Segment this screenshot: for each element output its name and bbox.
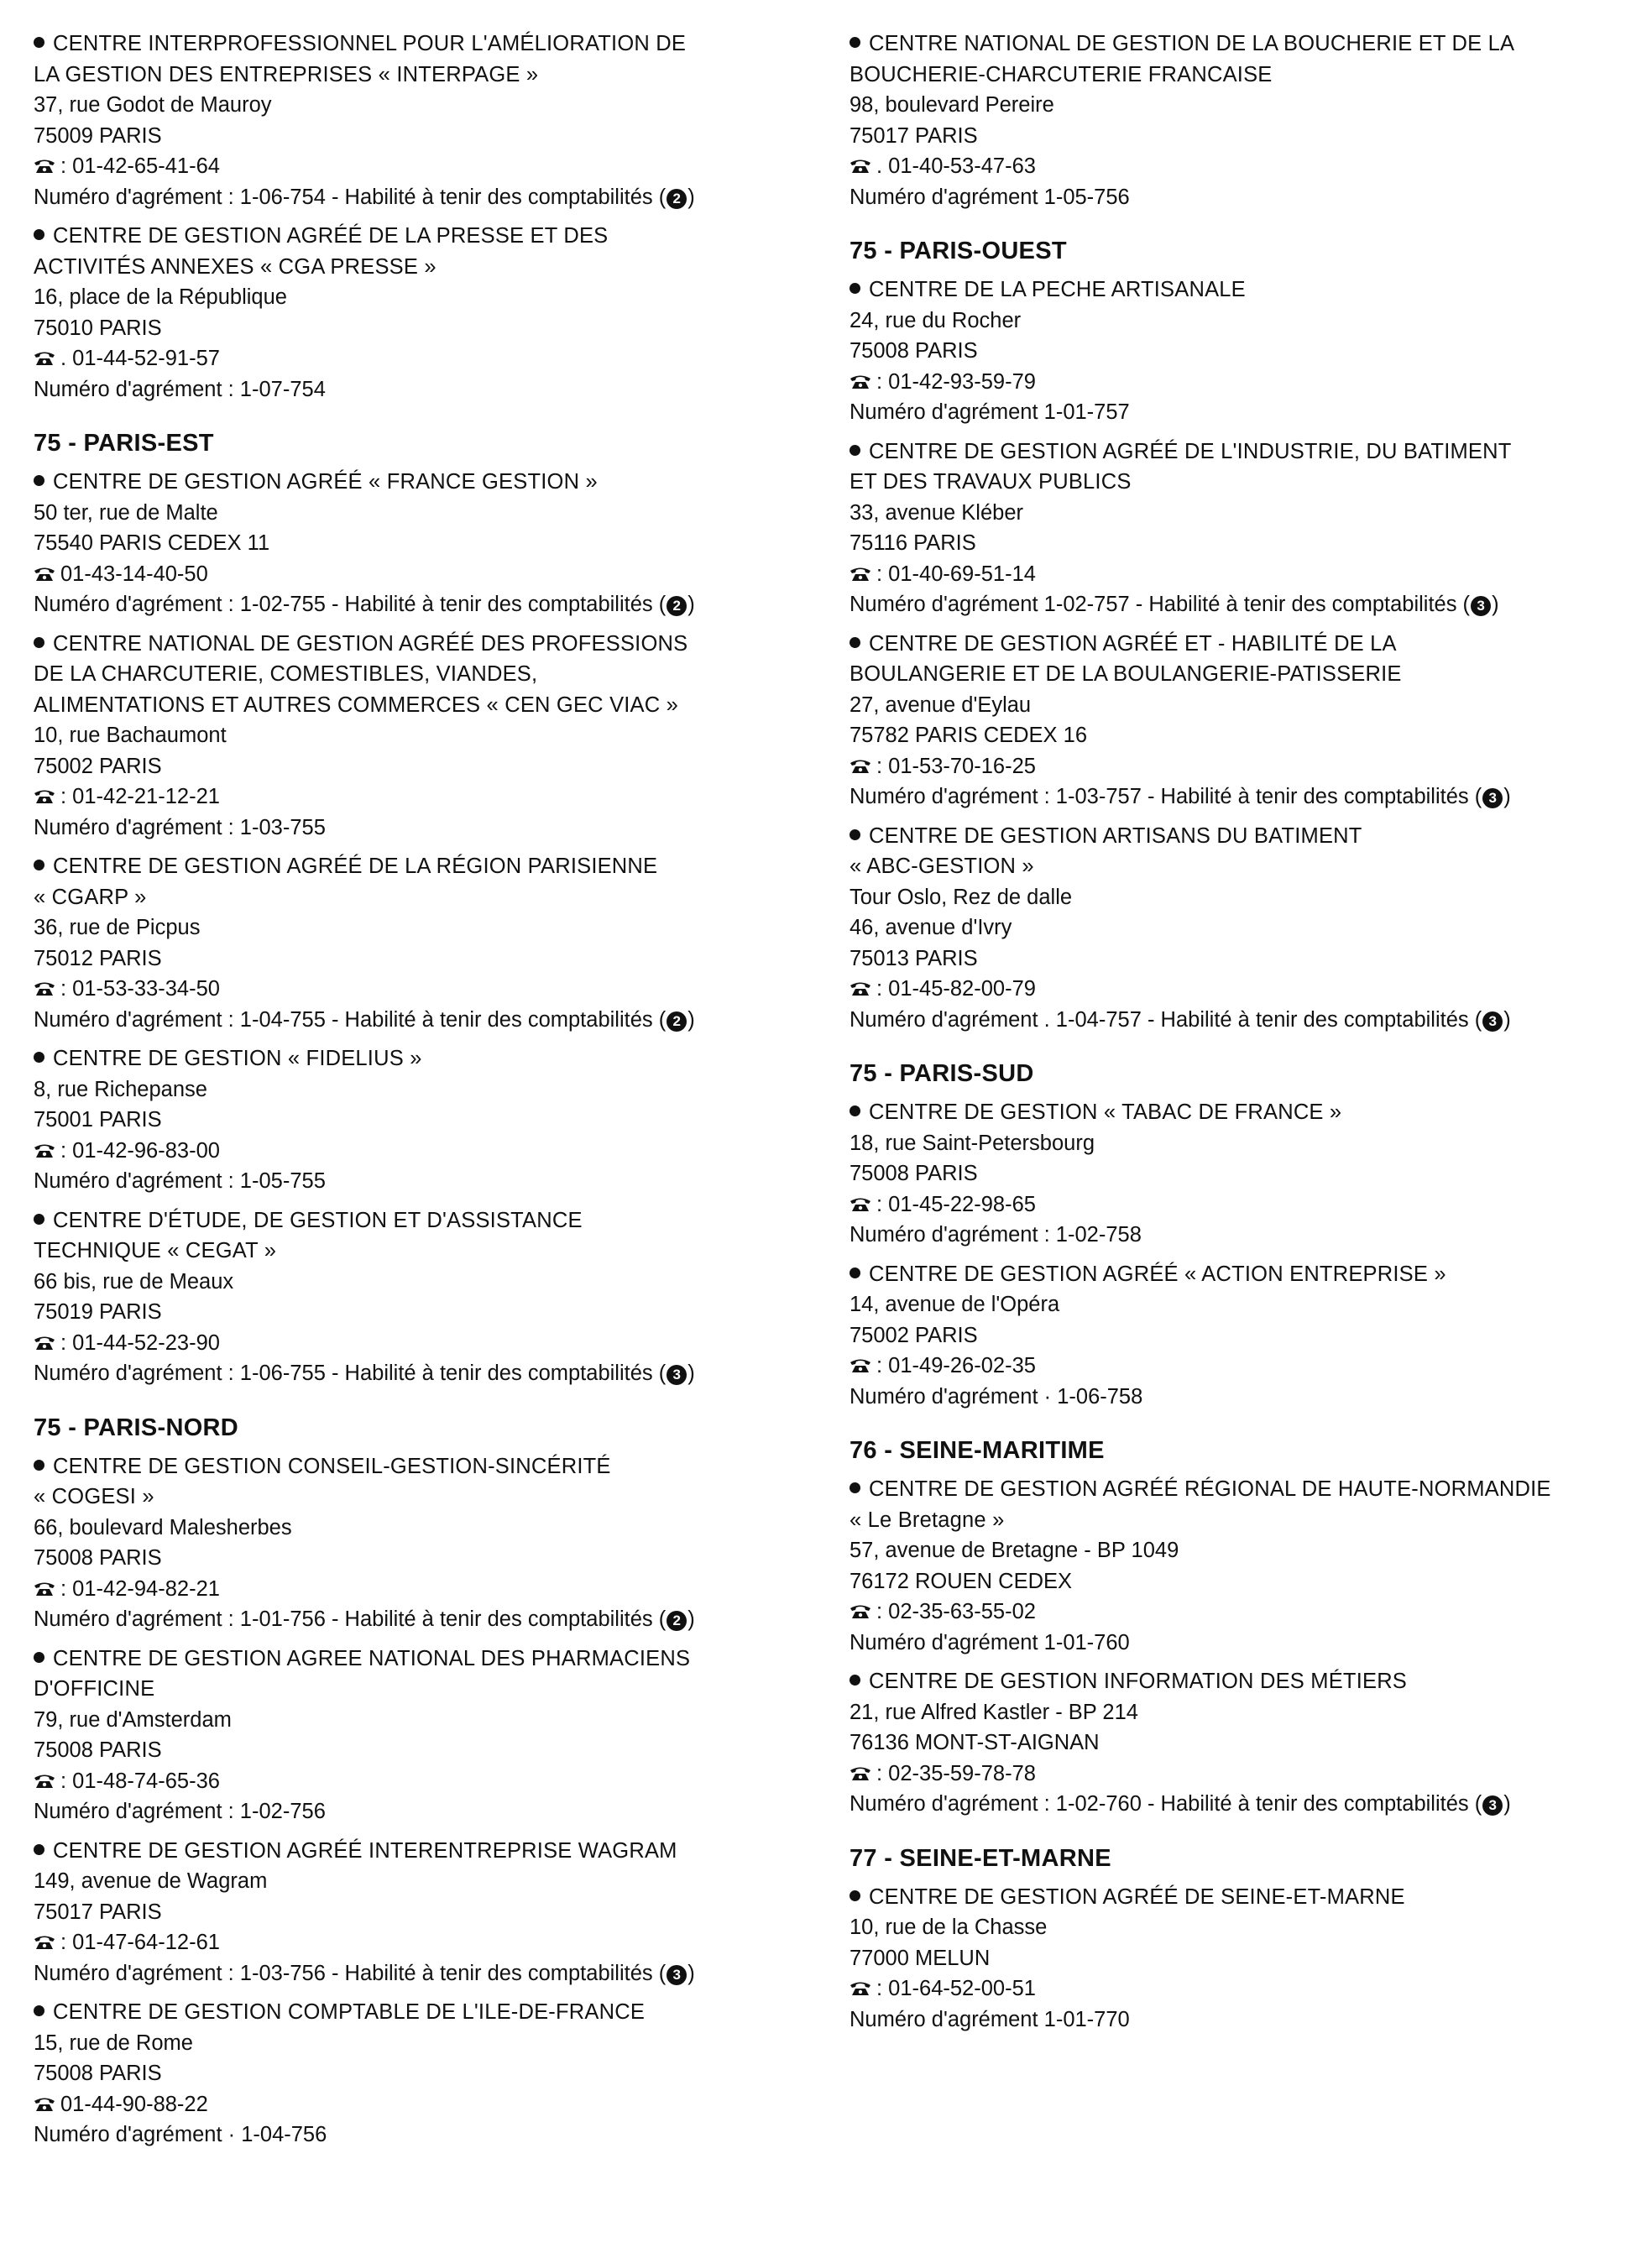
entry-name-text: « COGESI » [34,1485,154,1508]
address-line: 76136 MONT-ST-AIGNAN [850,1731,1100,1754]
entry-name-continued [850,1505,1652,1536]
phone-line [850,1351,1652,1382]
entry-name-text: « Le Bretagne » [850,1508,1005,1532]
telephone-icon [34,981,55,996]
agreement-number [850,397,1652,428]
phone-number: : 01-47-64-12-61 [60,1931,220,1954]
left-column [34,29,839,2159]
entry-name-text: DE LA CHARCUTERIE, COMESTIBLES, VIANDES, [34,662,538,686]
entry-name-text: CENTRE DE GESTION COMPTABLE DE L'ILE-DE-FRANCE [53,2000,646,2024]
directory-entry [850,629,1652,813]
agreement-number [850,1789,1652,1820]
directory-entry [850,1474,1652,1658]
agreement-number [850,182,1652,213]
agreement-text: Numéro d'agrément . 1-04-757 - Habilité à tenir des comptabilités ( [850,1007,1482,1032]
section-heading: 77 - SEINE-ET-MARNE [850,1844,1111,1872]
address-line: 75008 PARIS [34,1738,162,1762]
telephone-icon [850,159,871,174]
phone-line [850,751,1652,782]
address-line: 75008 PARIS [34,2062,162,2085]
phone-line [34,1136,839,1167]
bullet-icon [34,860,44,870]
agreement-number [34,182,839,213]
entry-name [34,221,839,252]
address-line: 77000 MELUN [850,1946,991,1970]
bullet-icon [34,475,44,486]
phone-line [850,1759,1652,1790]
entry-name [34,1836,839,1867]
entry-name [34,1043,839,1074]
address-line: 76172 ROUEN CEDEX [850,1569,1073,1593]
address-line: 36, rue de Picpus [34,916,201,939]
entry-name-continued [34,882,839,913]
phone-line [850,1973,1652,2004]
telephone-icon [34,789,55,804]
bullet-icon [34,1052,44,1063]
phone-number: : 01-40-69-51-14 [876,562,1036,586]
telephone-icon [34,2097,55,2112]
agreement-number [850,1628,1652,1659]
address-line: 75001 PARIS [34,1108,162,1132]
telephone-icon [34,1143,55,1158]
agreement-close-paren: ) [1503,1792,1511,1816]
directory-entry [850,1259,1652,1413]
entry-name-text: CENTRE DE GESTION AGRÉÉ RÉGIONAL DE HAUTE-NORMANDIE [869,1477,1551,1501]
directory-entry [34,467,839,620]
address-line: 75116 PARIS [850,531,976,555]
agreement-text: Numéro d'agrément 1-01-770 [850,2007,1130,2031]
phone-line [34,151,839,182]
category-badge: 3 [667,1365,687,1385]
bullet-icon [850,1268,860,1278]
agreement-text: Numéro d'agrément 1-01-757 [850,400,1130,424]
agreement-text: Numéro d'agrément 1-01-760 [850,1630,1130,1654]
entry-name-text: CENTRE INTERPROFESSIONNEL POUR L'AMÉLIORATION DE [53,32,687,55]
phone-line [34,559,839,590]
agreement-close-paren: ) [1503,785,1511,808]
address-line: 75009 PARIS [34,123,162,148]
phone-number: : 01-42-21-12-21 [60,785,220,808]
phone-line [850,367,1652,398]
directory-entry [34,221,839,405]
phone-number: : 01-48-74-65-36 [60,1769,220,1793]
phone-number: . 01-40-53-47-63 [876,154,1036,178]
phone-number: : 01-42-96-83-00 [60,1138,220,1163]
address-line: 75019 PARIS [34,1300,162,1324]
directory-entry [850,29,1652,212]
address-line: 24, rue du Rocher [850,308,1022,332]
bullet-icon [850,1482,860,1493]
phone-line [34,2089,839,2120]
agreement-close-paren: ) [1492,593,1499,616]
entry-name-text: CENTRE DE GESTION AGRÉÉ DE LA PRESSE ET DES [53,224,609,248]
entry-name-text: LA GESTION DES ENTREPRISES « INTERPAGE » [34,62,539,86]
address-line: 75010 PARIS [34,316,162,340]
address-line: 98, boulevard Pereire [850,93,1054,117]
bullet-icon [34,229,44,240]
address-line: 66, boulevard Malesherbes [34,1515,292,1539]
agreement-close-paren: ) [687,1607,695,1631]
telephone-icon [34,1581,55,1597]
address-line: 33, avenue Kléber [850,500,1023,525]
address-line: 57, avenue de Bretagne - BP 1049 [850,1539,1179,1562]
address-line: 79, rue d'Amsterdam [34,1707,232,1732]
entry-name-text: CENTRE DE GESTION AGRÉÉ DE LA RÉGION PARISIENNE [53,855,658,878]
address-line: 75008 PARIS [850,339,978,363]
category-badge: 2 [667,596,687,616]
entry-name [850,629,1652,660]
address-line: 75008 PARIS [850,1162,978,1185]
phone-number: : 01-49-26-02-35 [876,1354,1036,1377]
category-badge: 3 [1482,1011,1503,1032]
entry-name-text: CENTRE DE GESTION CONSEIL-GESTION-SINCÉRITÉ [53,1454,611,1478]
address-line: 149, avenue de Wagram [34,1869,268,1893]
entry-name-continued [34,1674,839,1705]
agreement-text: Numéro d'agrément : 1-06-755 - Habilité à tenir des comptabilités ( [34,1362,667,1385]
phone-number: : 01-53-70-16-25 [876,754,1036,778]
agreement-number [850,1382,1652,1413]
agreement-number [850,1005,1652,1036]
agreement-number [850,589,1652,620]
directory-entry [850,1666,1652,1820]
bullet-icon [34,1844,44,1855]
agreement-text: Numéro d'agrément : 1-02-755 - Habilité à tenir des comptabilités ( [34,593,667,616]
section-heading: 75 - PARIS-EST [34,430,214,457]
category-badge: 2 [667,1611,687,1631]
bullet-icon [850,829,860,840]
directory-entry [850,821,1652,1036]
entry-name-text: CENTRE DE GESTION « FIDELIUS » [53,1047,422,1070]
entry-name [850,1259,1652,1290]
agreement-number [34,374,839,405]
telephone-icon [34,567,55,582]
agreement-number [34,1166,839,1197]
entry-name [34,467,839,498]
address-line: 75017 PARIS [34,1900,162,1924]
phone-number: : 01-44-52-23-90 [60,1330,220,1355]
telephone-icon [850,1981,871,1996]
directory-entry [850,436,1652,620]
entry-name-continued [34,1482,839,1513]
entry-name [34,1451,839,1482]
telephone-icon [850,981,871,996]
bullet-icon [850,445,860,456]
phone-number: : 01-45-22-98-65 [876,1192,1036,1216]
entry-name-text: TECHNIQUE « CEGAT » [34,1239,277,1262]
address-line: 50 ter, rue de Malte [34,500,218,525]
entry-name [34,851,839,882]
phone-line [34,781,839,813]
agreement-number [850,2004,1652,2036]
entry-name-text: CENTRE D'ÉTUDE, DE GESTION ET D'ASSISTANCE [53,1208,583,1232]
agreement-text: Numéro d'agrément : 1-04-755 - Habilité à tenir des comptabilités ( [34,1007,667,1032]
agreement-number [34,813,839,844]
entry-name [850,821,1652,852]
agreement-text: Numéro d'agrément : 1-03-757 - Habilité à tenir des comptabilités ( [850,785,1482,808]
address-line: 75002 PARIS [34,754,162,778]
address-line: 8, rue Richepanse [34,1077,207,1101]
telephone-icon [34,1774,55,1789]
address-line: 46, avenue d'Ivry [850,916,1012,939]
agreement-number [34,1358,839,1389]
category-badge: 3 [1482,1795,1503,1816]
phone-number: : 02-35-63-55-02 [876,1600,1036,1623]
telephone-icon [34,1335,55,1351]
entry-name-continued [850,851,1652,882]
entry-name-text: CENTRE DE GESTION « TABAC DE FRANCE » [869,1100,1342,1124]
entry-name [850,274,1652,306]
entry-name-continued [34,252,839,283]
address-line: 18, rue Saint-Petersbourg [850,1131,1095,1155]
entry-name-continued [850,467,1652,498]
entry-name-text: CENTRE DE GESTION AGRÉÉ INTERENTREPRISE WAGRAM [53,1838,677,1863]
agreement-close-paren: ) [1503,1007,1511,1032]
section-heading: 75 - PARIS-OUEST [850,238,1067,264]
entry-name-text: CENTRE DE GESTION AGRÉÉ ET - HABILITÉ DE LA [869,631,1397,656]
bullet-icon [34,37,44,48]
address-line: 16, place de la République [34,285,287,309]
agreement-number [34,1005,839,1036]
section-heading: 75 - PARIS-SUD [850,1060,1034,1087]
agreement-number [34,589,839,620]
agreement-number [850,1220,1652,1251]
entry-name-text: « CGARP » [34,885,147,909]
entry-name-text: BOUCHERIE-CHARCUTERIE FRANCAISE [850,62,1273,86]
agreement-text: Numéro d'agrément · 1-04-756 [34,2123,327,2146]
category-badge: 3 [1471,596,1491,616]
entry-name-text: ALIMENTATIONS ET AUTRES COMMERCES « CEN GEC VIAC » [34,693,679,717]
phone-number: : 01-42-65-41-64 [60,154,220,178]
directory-entry [850,274,1652,428]
agreement-text: Numéro d'agrément : 1-02-756 [34,1800,326,1823]
entry-name [34,1205,839,1236]
phone-number: : 01-53-33-34-50 [60,977,220,1001]
agreement-text: Numéro d'agrément : 1-02-758 [850,1223,1142,1247]
phone-line [850,151,1652,182]
entry-name [34,1997,839,2028]
entry-name-text: CENTRE DE GESTION AGREE NATIONAL DES PHARMACIENS [53,1646,691,1670]
directory-entry [34,1644,839,1827]
agreement-text: Numéro d'agrément : 1-03-755 [34,815,326,839]
phone-line [34,1328,839,1359]
agreement-text: Numéro d'agrément 1-02-757 - Habilité à tenir des comptabilités ( [850,593,1471,616]
phone-line [850,1597,1652,1628]
directory-entry [34,29,839,212]
category-badge: 2 [667,1011,687,1032]
entry-name-text: ET DES TRAVAUX PUBLICS [850,470,1132,494]
entry-name [850,1097,1652,1128]
category-badge: 3 [667,1965,687,1985]
bullet-icon [34,2005,44,2016]
agreement-number [34,1958,839,1989]
entry-name-text: CENTRE NATIONAL DE GESTION AGRÉÉ DES PROFESSIONS [53,631,688,656]
telephone-icon [34,1935,55,1950]
bullet-icon [850,283,860,294]
agreement-text: Numéro d'agrément : 1-05-755 [34,1169,326,1193]
agreement-close-paren: ) [687,1007,695,1032]
phone-number: 01-43-14-40-50 [60,562,208,586]
agreement-text: Numéro d'agrément : 1-01-756 - Habilité à tenir des comptabilités ( [34,1607,667,1631]
bullet-icon [850,637,860,648]
phone-number: : 02-35-59-78-78 [876,1761,1036,1785]
entry-name-text: CENTRE DE GESTION AGRÉÉ « ACTION ENTREPRISE » [869,1262,1446,1286]
agreement-close-paren: ) [687,185,695,209]
entry-name [850,29,1652,60]
address-line: 75017 PARIS [850,123,978,148]
address-line: 21, rue Alfred Kastler - BP 214 [850,1700,1138,1724]
entry-name-continued [34,60,839,91]
address-line: 75012 PARIS [34,946,162,970]
entry-name [34,1644,839,1675]
telephone-icon [34,351,55,366]
directory-entry [850,1882,1652,2036]
phone-number: . 01-44-52-91-57 [60,347,220,370]
entry-name-text: BOULANGERIE ET DE LA BOULANGERIE-PATISSERIE [850,662,1402,686]
bullet-icon [34,637,44,648]
phone-line [850,1189,1652,1220]
telephone-icon [34,159,55,174]
bullet-icon [850,37,860,48]
entry-name [34,629,839,660]
telephone-icon [850,1604,871,1619]
bullet-icon [34,1214,44,1225]
entry-name-text: CENTRE DE GESTION AGRÉÉ DE SEINE-ET-MARNE [869,1884,1405,1909]
entry-name-text: CENTRE DE LA PECHE ARTISANALE [869,278,1246,301]
agreement-number [34,2119,839,2151]
address-line: 27, avenue d'Eylau [850,693,1032,717]
agreement-close-paren: ) [687,593,695,616]
phone-line [34,974,839,1005]
bullet-icon [850,1890,860,1901]
telephone-icon [850,759,871,774]
entry-name-text: ACTIVITÉS ANNEXES « CGA PRESSE » [34,254,437,279]
address-line: 10, rue de la Chasse [850,1916,1048,1939]
entry-name-continued [34,659,839,690]
address-line: 37, rue Godot de Mauroy [34,93,272,117]
address-line: 66 bis, rue de Meaux [34,1269,234,1294]
telephone-icon [850,567,871,582]
phone-number: : 01-42-94-82-21 [60,1576,220,1601]
category-badge: 2 [667,189,687,209]
directory-entry [34,629,839,844]
phone-line [34,343,839,374]
entry-name-text: « ABC-GESTION » [850,855,1034,878]
bullet-icon [34,1652,44,1663]
entry-name [850,1474,1652,1505]
directory-entry [34,1836,839,1989]
directory-entry [34,1997,839,2151]
agreement-close-paren: ) [687,1362,695,1385]
directory-entry [34,1451,839,1635]
category-badge: 3 [1482,788,1503,808]
agreement-close-paren: ) [687,1961,695,1985]
agreement-text: Numéro d'agrément · 1-06-758 [850,1384,1143,1409]
agreement-number [34,1604,839,1635]
address-line: 75008 PARIS [34,1546,162,1570]
agreement-text: Numéro d'agrément : 1-02-760 - Habilité à tenir des comptabilités ( [850,1792,1482,1816]
agreement-number [850,781,1652,813]
phone-line [850,559,1652,590]
phone-line [34,1766,839,1797]
address-line: 75782 PARIS CEDEX 16 [850,724,1088,747]
agreement-text: Numéro d'agrément : 1-03-756 - Habilité à tenir des comptabilités ( [34,1961,667,1985]
phone-number: : 01-42-93-59-79 [876,369,1036,394]
telephone-icon [850,374,871,389]
section-heading: 75 - PARIS-NORD [34,1414,239,1441]
agreement-text: Numéro d'agrément 1-05-756 [850,185,1130,209]
directory-entry [34,1043,839,1197]
phone-number: : 01-64-52-00-51 [876,1977,1036,2000]
address-line: 10, rue Bachaumont [34,724,227,747]
bullet-icon [34,1460,44,1471]
agreement-text: Numéro d'agrément : 1-06-754 - Habilité à tenir des comptabilités ( [34,185,667,209]
entry-name [850,1666,1652,1697]
telephone-icon [850,1358,871,1373]
phone-number: 01-44-90-88-22 [60,2092,208,2116]
entry-name-text: CENTRE DE GESTION INFORMATION DES MÉTIERS [869,1670,1408,1693]
phone-line [34,1927,839,1958]
address-line: 15, rue de Rome [34,2031,193,2055]
address-line: Tour Oslo, Rez de dalle [850,885,1073,909]
directory-entry [34,1205,839,1389]
agreement-number [34,1796,839,1827]
entry-name-text: CENTRE DE GESTION ARTISANS DU BATIMENT [869,823,1362,848]
address-line: 75013 PARIS [850,946,978,970]
bullet-icon [850,1675,860,1686]
telephone-icon [850,1197,871,1212]
entry-name-continued [34,690,839,721]
phone-line [34,1574,839,1605]
address-line: 75002 PARIS [850,1323,978,1347]
section-heading: 76 - SEINE-MARITIME [850,1437,1105,1464]
address-line: 14, avenue de l'Opéra [850,1293,1060,1316]
entry-name-continued [850,659,1652,690]
entry-name [850,1882,1652,1913]
telephone-icon [850,1766,871,1781]
entry-name-continued [34,1236,839,1267]
right-column [850,29,1652,2043]
bullet-icon [850,1105,860,1116]
phone-line [850,974,1652,1005]
directory-entry [34,851,839,1035]
phone-number: : 01-45-82-00-79 [876,977,1036,1001]
address-line: 75540 PARIS CEDEX 11 [34,531,270,555]
entry-name [850,436,1652,468]
entry-name-text: CENTRE DE GESTION AGRÉÉ « FRANCE GESTION » [53,470,598,494]
entry-name [34,29,839,60]
entry-name-text: CENTRE DE GESTION AGRÉÉ DE L'INDUSTRIE, DU BATIMENT [869,439,1512,463]
directory-entry [850,1097,1652,1251]
entry-name-text: CENTRE NATIONAL DE GESTION DE LA BOUCHERIE ET DE LA [869,32,1515,55]
entry-name-text: D'OFFICINE [34,1677,155,1701]
agreement-text: Numéro d'agrément : 1-07-754 [34,377,326,401]
entry-name-continued [850,60,1652,91]
